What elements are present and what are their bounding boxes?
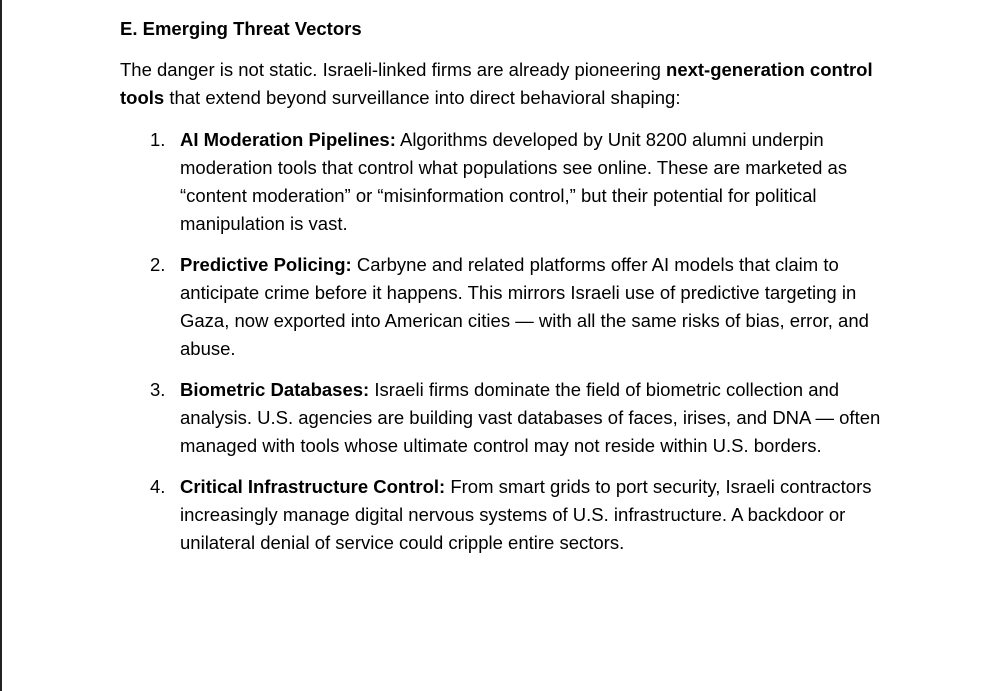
intro-text-end: that extend beyond surveillance into direct behavioral shaping: (164, 87, 681, 108)
section-heading: E. Emerging Threat Vectors (120, 18, 362, 39)
item-text: Carbyne and related platforms offer AI models that claim to anticipate crime before it happens. This mirrors Israeli use of predictive targeting in Gaza, now exported into American cities — with all the same risks of bias, error, and abuse. (180, 254, 869, 359)
threat-list (120, 126, 900, 557)
document-body (120, 15, 900, 570)
intro-paragraph (120, 56, 900, 112)
list-item (120, 473, 900, 557)
item-text: Israeli firms dominate the field of biometric collection and analysis. U.S. agencies are building vast databases of faces, irises, and DNA — often managed with tools whose ultimate control may not reside within U.S. borders. (180, 379, 881, 456)
item-title: Predictive Policing: (180, 254, 352, 275)
item-number: 4. (150, 476, 166, 497)
item-number: 1. (150, 129, 166, 150)
intro-text: The danger is not static. Israeli-linked firms are already pioneering (120, 59, 667, 80)
item-title: Critical Infrastructure Control: (180, 476, 446, 497)
page-left-border (0, 0, 2, 691)
item-text: From smart grids to port security, Israeli contractors increasingly manage digital nervous systems of U.S. infrastructure. A backdoor or unilateral denial of service could cripple entire sectors. (180, 476, 872, 553)
item-number: 2. (150, 254, 166, 275)
list-item (120, 376, 900, 460)
list-item (120, 251, 900, 363)
intro-bold: next-generation control tools (120, 59, 873, 108)
item-title: Biometric Databases: (180, 379, 370, 400)
item-title: AI Moderation Pipelines: (180, 129, 396, 150)
item-text: Algorithms developed by Unit 8200 alumni underpin moderation tools that control what populations see online. These are marketed as “content moderation” or “misinformation control,” but their potential for political manipulation is vast. (180, 129, 848, 234)
item-number: 3. (150, 379, 166, 400)
list-item (120, 126, 900, 238)
